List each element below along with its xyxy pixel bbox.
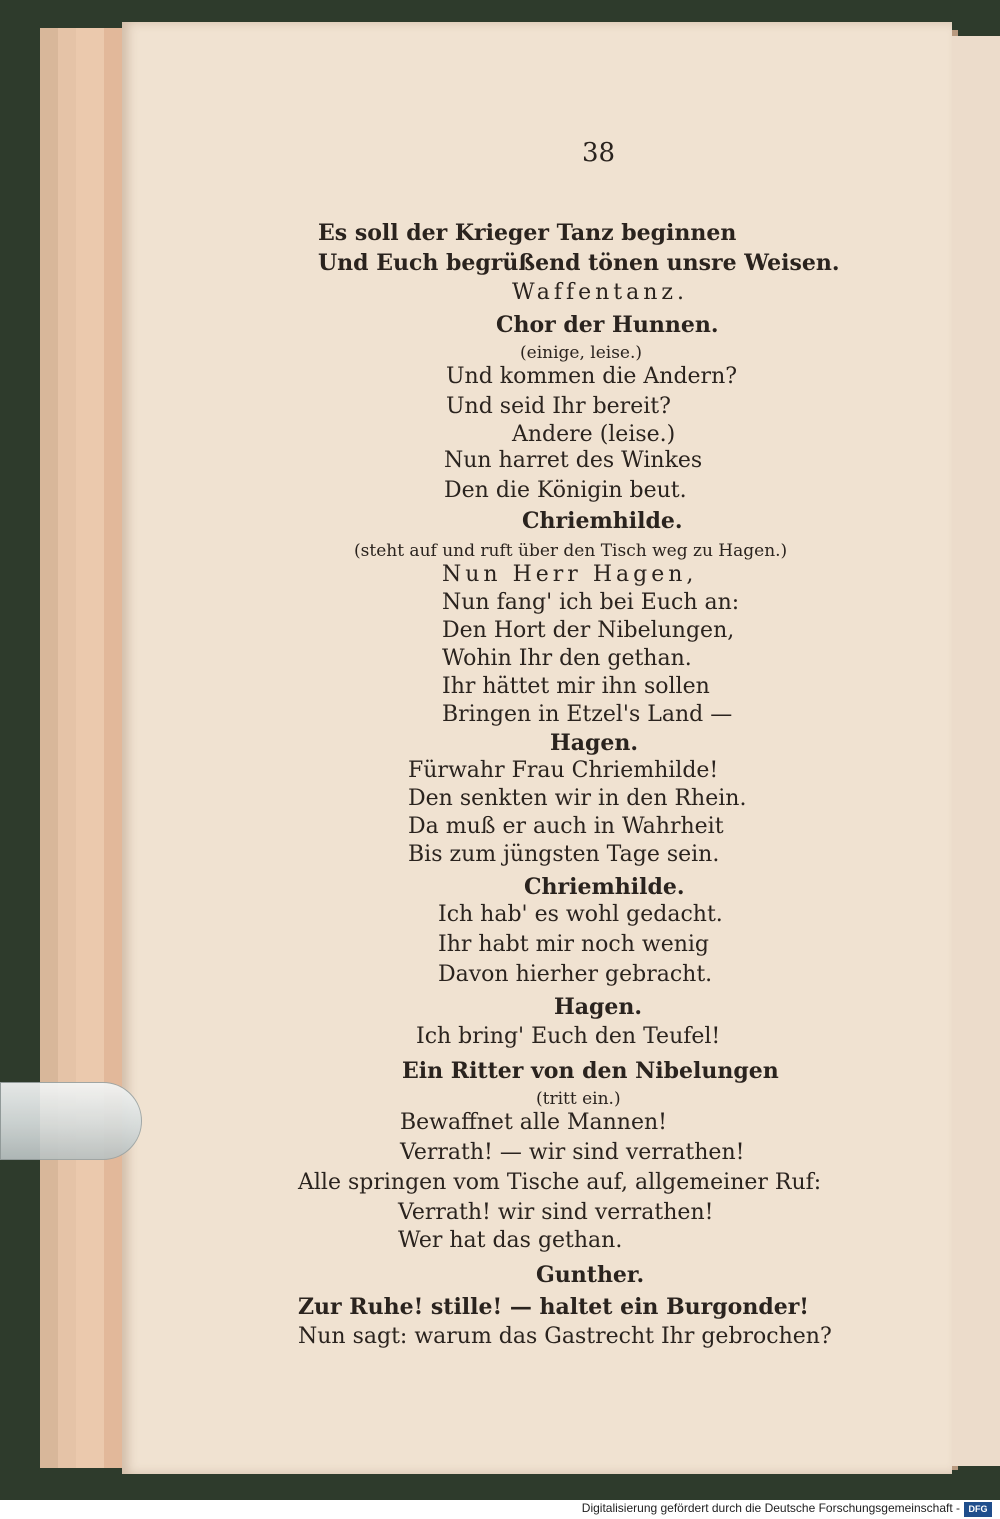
text-line: Es soll der Krieger Tanz beginnen <box>318 220 737 246</box>
text-line: Den senkten wir in den Rhein. <box>408 786 747 811</box>
text-line: Bewaffnet alle Mannen! <box>400 1110 667 1135</box>
page-edge <box>40 28 60 1468</box>
speaker-name: Chriemhilde. <box>522 508 683 534</box>
stage-direction: Alle springen vom Tische auf, allgemeiner Ruf: <box>298 1170 822 1195</box>
text-line: Fürwahr Frau Chriemhilde! <box>408 758 719 783</box>
footer-bar <box>0 1500 1000 1519</box>
text-line: Ihr hättet mir ihn sollen <box>442 674 710 699</box>
text-line: Verrath! wir sind verrathen! <box>398 1200 714 1225</box>
stage-direction: (steht auf und ruft über den Tisch weg zu Hagen.) <box>354 541 788 561</box>
speaker-name: Hagen. <box>554 994 643 1020</box>
text-line: Da muß er auch in Wahrheit <box>408 814 724 839</box>
text-line: Ihr habt mir noch wenig <box>438 932 710 957</box>
text-line: Den Hort der Nibelungen, <box>442 618 735 643</box>
speaker-name: Hagen. <box>550 730 639 756</box>
stage-direction: (tritt ein.) <box>536 1089 621 1109</box>
text-line: Den die Königin beut. <box>444 478 687 503</box>
text-line: Und kommen die Andern? <box>446 364 738 389</box>
speaker-name: Andere (leise.) <box>512 422 676 447</box>
speaker-name: Ein Ritter von den Nibelungen <box>402 1058 779 1084</box>
text-line: Nun harret des Winkes <box>444 448 703 473</box>
text-line: Verrath! — wir sind verrathen! <box>400 1140 745 1165</box>
page-number: 38 <box>582 138 616 168</box>
speaker-name: Chriemhilde. <box>524 874 685 900</box>
book-page <box>122 22 952 1474</box>
text-line: Ich bring' Euch den Teufel! <box>416 1024 721 1049</box>
text-line: Bringen in Etzel's Land — <box>442 702 733 727</box>
footer-credit: Digitalisierung gefördert durch die Deutsche Forschungsgemeinschaft - <box>581 1501 960 1515</box>
text-line: Wohin Ihr den gethan. <box>442 646 692 671</box>
text-line: Nun Herr Hagen, <box>442 562 698 587</box>
page-edge <box>58 28 78 1468</box>
dfg-logo: DFG <box>964 1502 992 1517</box>
stage-direction: (einige, leise.) <box>520 343 643 363</box>
text-line: Und Euch begrüßend tönen unsre Weisen. <box>318 250 840 276</box>
speaker-name: Gunther. <box>536 1262 645 1288</box>
facing-page <box>952 36 1000 1466</box>
text-line: Wer hat das gethan. <box>398 1228 623 1253</box>
text-line: Ich hab' es wohl gedacht. <box>438 902 723 927</box>
text-line: Bis zum jüngsten Tage sein. <box>408 842 720 867</box>
stage-direction: Waffentanz. <box>512 280 688 305</box>
text-line: Nun fang' ich bei Euch an: <box>442 590 740 615</box>
text-line: Davon hierher gebracht. <box>438 962 713 987</box>
text-line: Nun sagt: warum das Gastrecht Ihr gebrochen? <box>298 1324 832 1349</box>
page-clip <box>0 1082 142 1160</box>
speaker-name: Chor der Hunnen. <box>496 312 719 338</box>
text-line: Zur Ruhe! stille! — haltet ein Burgonder! <box>298 1294 809 1320</box>
text-line: Und seid Ihr bereit? <box>446 394 671 419</box>
